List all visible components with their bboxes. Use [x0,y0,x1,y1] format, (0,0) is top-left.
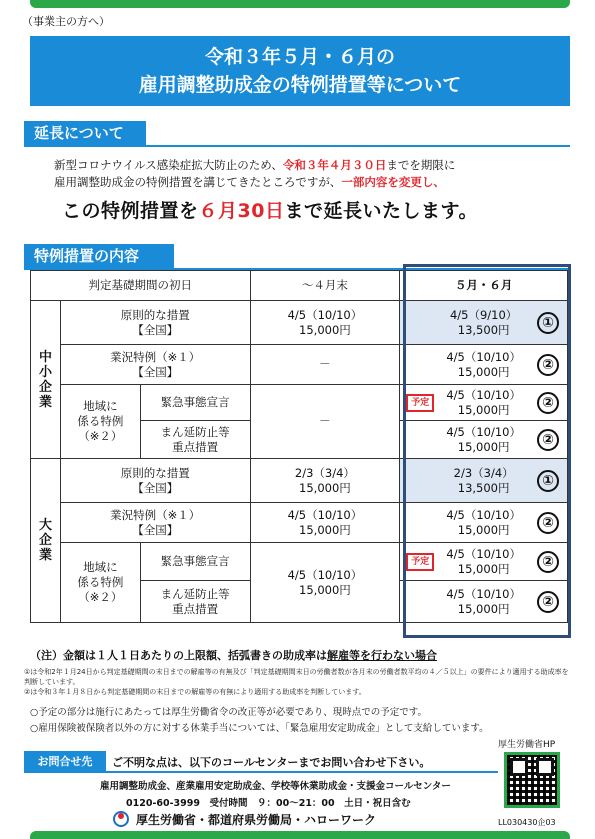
amount: 13,500円 [457,322,510,337]
large-char: 業 [38,548,52,563]
sme-char: 企 [38,379,52,395]
ext-change-note: 一部内容を変更し、 [341,175,445,189]
document-code: LL030430企03 [498,818,556,827]
ext-big-a: この特例措置を [62,200,199,222]
table-row [31,459,568,503]
header-col-may-june: ５月・６月 [400,271,568,301]
circle-notes [30,705,570,737]
ext-text-b: までを期限に [386,158,456,172]
hp-label: 厚生労働省HP [498,740,556,750]
title-line-1: 令和３年５月・６月の [204,46,395,68]
large-emergency-label: 緊急事態宣言 [140,543,250,581]
sme-char: 中 [38,349,52,365]
rate: 4/5（10/10） [446,387,521,402]
rate: 2/3（3/4） [453,465,514,480]
contact-divider [106,771,498,773]
row-label: 業況特例（※１） [110,349,201,364]
amount: 15,000円 [457,561,510,576]
sme-emergency-mayjun [400,385,568,421]
circled-mark: ① [537,470,559,492]
amount: 15,000円 [457,402,510,417]
large-priority-mayjun [400,581,568,623]
row-label: 原則的な措置 [120,465,190,480]
row-sublabel: 重点措置 [172,601,219,616]
large-principle-label [60,459,250,503]
sme-emergency-label: 緊急事態宣言 [140,385,250,421]
extension-line-1 [54,157,564,174]
row-sublabel: 【全国】 [132,480,179,495]
large-emergency-mayjun [400,543,568,581]
sme-priority-label [140,421,250,459]
circle-note-2: ○雇用保険被保険者以外の方に対する休業手当については、「緊急雇用安定助成金」として支給しています。 [30,723,489,734]
amount-note [30,647,437,663]
circled-mark: ② [537,392,559,414]
special-measures-heading: 特例措置の内容 [24,244,174,268]
sme-business-apr: － [250,345,400,385]
sme-regional-label [60,385,140,459]
footnote-2: ②は令和３年１月８日から判定基礎期間の末日までの解雇等の有無により適用する助成率を判断しています。 [24,688,366,696]
row-label: まん延防止等 [160,586,230,601]
extension-divider [24,145,570,147]
ministry-name: 厚生労働省・都道府県労働局・ハローワーク [136,813,377,827]
table-row [31,301,568,345]
sme-principle-mayjun [400,301,568,345]
circled-mark: ② [537,551,559,573]
amount: 15,000円 [299,322,351,337]
regional-line: （※２） [78,590,123,604]
ext-text-c: 雇用調整助成金の特例措置を講じてきたところですが、 [54,175,342,189]
large-principle-apr [250,459,400,503]
sme-priority-mayjun [400,421,568,459]
sme-label [31,301,61,459]
amount: 15,000円 [299,480,351,495]
call-center-name: 雇用調整助成金、産業雇用安定助成金、学校等休業助成金・支援金コールセンター [100,781,451,792]
ext-big-b: まで延長いたします。 [284,200,478,222]
sme-char: 業 [38,394,52,410]
table-row [31,543,568,581]
large-principle-mayjun [400,459,568,503]
sme-business-mayjun [400,345,568,385]
ext-deadline: 令和３年４月３０日 [282,158,387,172]
large-regional-apr [250,543,400,623]
ministry-logo-icon [112,810,130,828]
regional-line: （※２） [78,429,123,443]
rate: 4/5（10/10） [287,307,363,322]
amount: 15,000円 [457,522,510,537]
row-sublabel: 【全国】 [132,522,179,537]
qr-code-icon[interactable] [504,752,560,808]
extension-line-2 [54,174,564,191]
large-business-mayjun [400,503,568,543]
note-text: （注）金額は１人１日あたりの上限額、括弧書きの助成率は [30,649,327,662]
footnotes [24,667,574,697]
note-underlined: 解雇等を行わない場合 [327,649,437,662]
footnote-1: ①は令和2年１月24日から判定基礎期間の末日までの解雇等の有無及び「判定基礎期間末日の労働者数が各月末の労働者数平均の４／５以上」の要件により適用する助成率を判断しています。 [24,668,569,686]
ext-text-a: 新型コロナウイルス感染症拡大防止のため、 [54,158,283,172]
page-title [30,36,570,106]
large-business-apr [250,503,400,543]
row-label: 業況特例（※１） [110,507,201,522]
table-header-row [31,271,568,301]
row-sublabel: 重点措置 [172,439,219,454]
amount: 15,000円 [457,364,510,379]
regional-line: 係る特例 [77,414,124,428]
sme-principle-apr [250,301,400,345]
rate: 4/5（9/10） [449,307,518,322]
circled-mark: ② [537,512,559,534]
amount: 13,500円 [457,480,510,495]
table-row [31,503,568,543]
sme-business-label [60,345,250,385]
circled-mark: ② [537,429,559,451]
audience-label: （事業主の方へ） [22,15,110,28]
amount: 15,000円 [299,582,351,597]
row-sublabel: 【全国】 [132,364,179,379]
rate: 4/5（10/10） [287,567,363,582]
table-row [31,345,568,385]
extension-headline [62,196,478,223]
row-sublabel: 【全国】 [132,322,179,337]
planned-badge: 予定 [406,394,434,412]
amount: 15,000円 [299,522,351,537]
phone-hours[interactable]: 0120-60-3999 受付時間 ９：00～21：00 土日・祝日含む [126,798,411,809]
amount: 15,000円 [457,439,510,454]
rate: 2/3（3/4） [294,465,355,480]
rate: 4/5（10/10） [287,507,363,522]
circled-mark: ② [537,591,559,613]
sme-regional-apr: － [250,385,400,459]
sme-principle-label [60,301,250,345]
table-row [31,385,568,421]
measures-table [30,270,568,623]
top-decor-bar [30,0,570,8]
ext-big-date: ６月30日 [198,200,285,222]
bottom-decor-bar [30,831,570,839]
rate: 4/5（10/10） [446,586,521,601]
large-priority-label [140,581,250,623]
large-regional-label [60,543,140,623]
large-label [31,459,61,623]
extension-body [54,157,564,191]
planned-badge: 予定 [406,553,434,571]
rate: 4/5（10/10） [446,349,521,364]
rate: 4/5（10/10） [446,546,521,561]
circle-note-1: ○予定の部分は施行にあたっては厚生労働省令の改正等が必要であり、現時点での予定です。 [30,707,428,718]
row-label: まん延防止等 [160,424,230,439]
amount: 15,000円 [457,601,510,616]
extension-heading: 延長について [24,121,146,145]
large-char: 大 [38,518,52,533]
contact-question: ご不明な点は、以下のコールセンターまでお問い合わせ下さい。 [112,756,431,769]
sme-char: 小 [38,364,52,380]
header-col-april: ～４月末 [250,271,400,301]
rate: 4/5（10/10） [446,424,521,439]
regional-line: 地域に [83,560,118,574]
large-char: 企 [38,533,52,548]
regional-line: 係る特例 [77,575,124,589]
title-line-2: 雇用調整助成金の特例措置等について [138,74,462,96]
regional-line: 地域に [83,399,118,413]
circled-mark: ② [537,354,559,376]
large-business-label [60,503,250,543]
header-period-label: 判定基礎期間の初日 [31,271,251,301]
rate: 4/5（10/10） [446,507,521,522]
circled-mark: ① [537,312,559,334]
contact-heading: お問合せ先 [24,751,106,773]
row-label: 原則的な措置 [120,307,190,322]
